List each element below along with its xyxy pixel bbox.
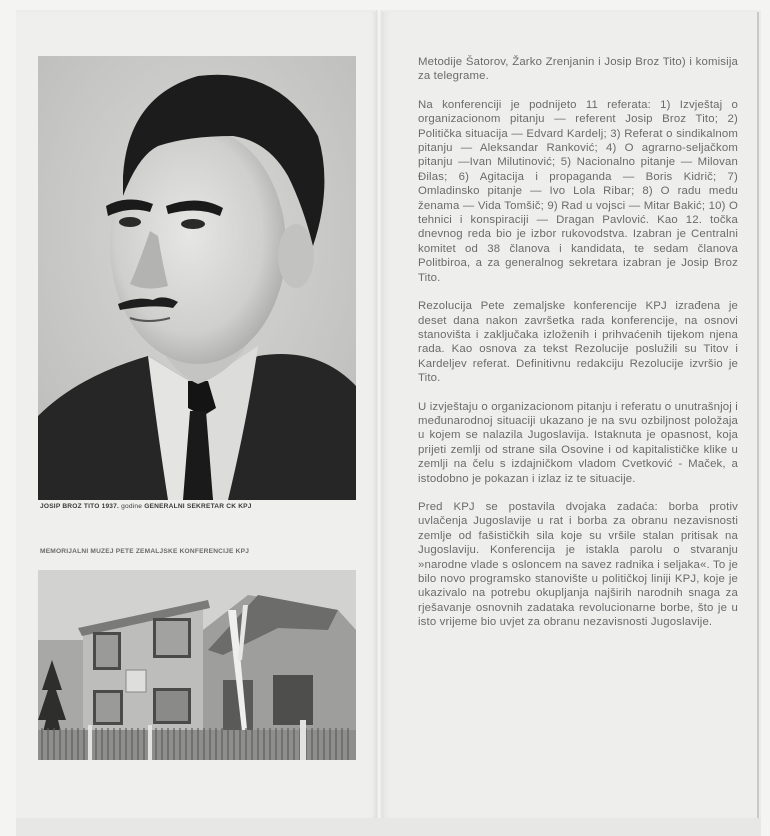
paragraph-zadaca: Pred KPJ se postavila dvojaka zadaća: borba protiv uvlačenja Jugoslavije u rat i borba za obranu nezavisnosti zemlje od fašističkih sila koje su vršile stalan pritisak na Jugoslaviju. Konferencija je istakla parolu o stvaranju »narodne vlade s osloncem na savez radnika i seljaka«. To je bilo novo programsko stanovište u političkoj liniji KPJ, koje je ukazivalo na potrebu okupljanja najširih narodnih snaga za rješavanje osnovnih zadataka revolucionarne borbe, što je u isto vrijeme bio uvjet za obranu nezavisnosti Jugoslavije. xyxy=(418,500,738,629)
paragraph-referati: Na konferenciji je podnijeto 11 referata: 1) Izvještaj o organizacionom pitanju — referent Josip Broz Tito; 2) Politička situacija — Edvard Kardelj; 3) Referat o sindikalnom pitanju — Aleksandar Ranković; 4) O agrarno-seljačkom pitanju —Ivan Milutinović; 5) Nacionalno pitanje — Milovan Đilas; 6) Agitacija i propaganda — Boris Kidrič; 7) Omladinsko pitanje — Ivo Lola Ribar; 8) O radu medu ženama — Vida Tomšič; 9) Rad u vojsci — Mitar Bakić; 10) O tehnici i konspiraciji — Dragan Pavlović. Kao 12. točka dnevnog reda bio je izbor rukovodstva. Izabran je Centralni komitet od 38 članova i kandidata, te sedam članova Politbiroa, a za generalnog sekretara izabran je Josip Broz Tito. xyxy=(418,98,738,284)
house-caption: MEMORIJALNI MUZEJ PETE ZEMALJSKE KONFERENCIJE KPJ xyxy=(40,548,250,555)
portrait-caption-godine: godine xyxy=(121,503,143,510)
scan-background xyxy=(16,818,761,836)
article-text xyxy=(418,55,738,644)
portrait-photo xyxy=(38,56,356,500)
paragraph-commission: Metodije Šatorov, Žarko Zrenjanin i Josip Broz Tito) i komisija za telegrame. xyxy=(418,56,738,83)
museum-house-photo xyxy=(38,570,356,760)
portrait-caption-title: GENERALNI SEKRETAR CK KPJ xyxy=(144,503,252,510)
paragraph-rezolucija: Rezolucija Pete zemaljske konferencije KPJ izrađena je deset dana nakon završetka rada konferencije, na osnovi stanovišta i zaključaka izloženih i prihvaćenih tijekom njena rada. Kao osnova za tekst Rezolucije poslužili su Titov i Kardeljev referat. Definitivnu redakciju Rezolucije izvršio je Tito. xyxy=(418,300,738,385)
portrait-caption xyxy=(40,503,252,510)
portrait-caption-name: JOSIP BROZ TITO 1937. xyxy=(40,503,120,510)
paragraph-izvjestaj: U izvještaju o organizacionom pitanju i referatu o unutrašnjoj i međunarodnoj situaciji ukazano je na svu ozbiljnost položaja u kojem se nalazila Jugoslavija. Istaknuta je opasnost, koja prijeti zemlji od strane sila Osovine i od kapitalističke klike u zemlji na čelu s izdajničkom vladom Cvetković - Maček, a istodobno je pokazan i izlaz iz te situacije. xyxy=(418,400,738,485)
booklet-spine xyxy=(376,10,382,820)
